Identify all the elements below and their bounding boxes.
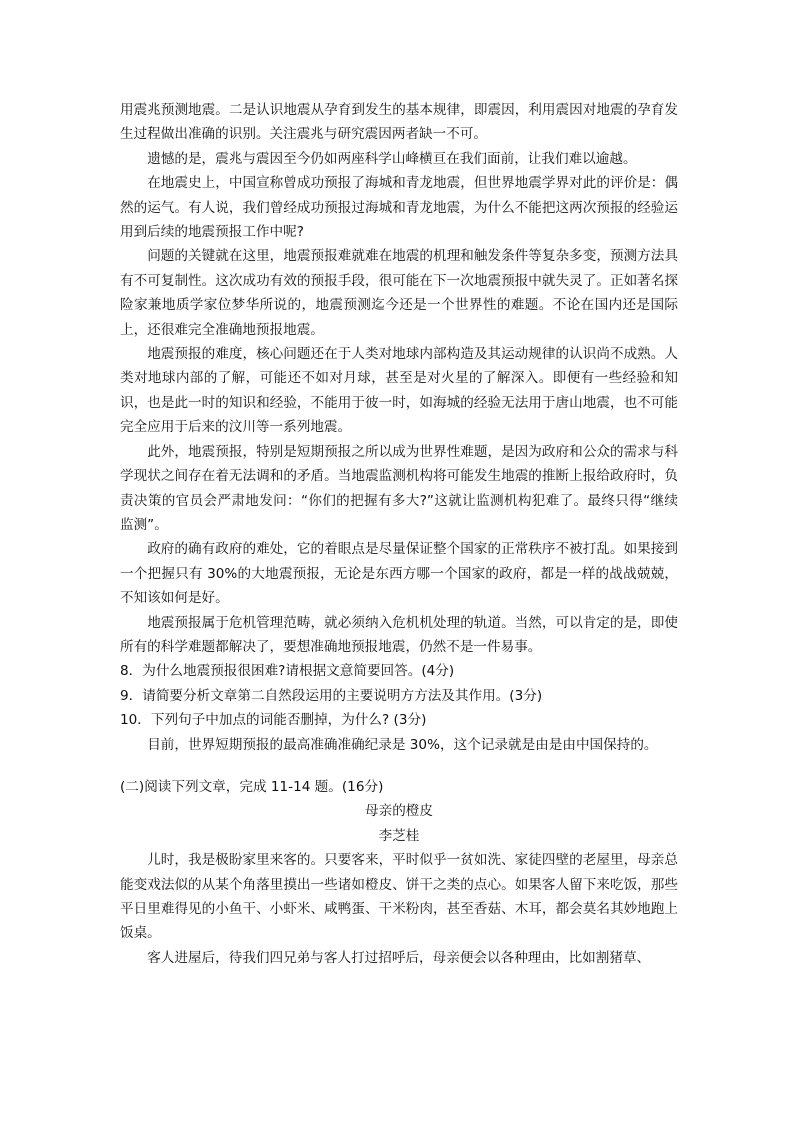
document-page: [120, 98, 678, 970]
section-2-heading: (二)阅读下列文章，完成 11-14 题。(16分): [120, 778, 384, 795]
article-author: 李芝桂: [378, 827, 420, 844]
paragraph-5: 地震预报的难度，核心问题还在于人类对地球内部构造及其运动规律的认识尚不成熟。人类对地球内部的了解，可能还不如对月球，甚至是对火星的了解深入。即便有一些经验和知识，也是此一时的知识和经验，不能用于彼一时，如海城的经验无法用于唐山地震，也不可能完全应用于后来的汶川等一系列地震。: [120, 346, 678, 436]
paragraph-6: 此外，地震预报，特别是短期预报之所以成为世界性难题，是因为政府和公众的需求与科学现状之间存在着无法调和的矛盾。当地震监测机构将可能发生地震的推断上报给政府时，负责决策的官员会严肃地发问：“你们的把握有多大?”这就让监测机构犯难了。最终只得“继续监测”。: [120, 443, 678, 533]
paragraph-3: 在地震史上，中国宣称曾成功预报了海城和青龙地震，但世界地震学界对此的评价是：偶然的运气。有人说，我们曾经成功预报过海城和青龙地震，为什么不能把这两次预报的经验运用到后续的地震预报工作中呢?: [120, 175, 678, 241]
question-10-sentence: 目前，世界短期预报的最高准确准确纪录是 30%，这个记录就是由是由中国保持的。: [147, 736, 658, 753]
article-paragraph-1: 儿时，我是极盼家里来客的。只要客来，平时似乎一贫如洗、家徒四壁的老屋里，母亲总能变戏法似的从某个角落里摸出一些诸如橙皮、饼干之类的点心。如果客人留下来吃饭，那些平日里难得见的小鱼干、小虾米、咸鸭蛋、干米粉肉，甚至香菇、木耳，都会莫名其妙地跑上饭桌。: [120, 852, 678, 942]
question-9: 9．请简要分析文章第二自然段运用的主要说明方方法及其作用。(3分): [120, 687, 543, 704]
question-8: 8．为什么地震预报很困难?请根据文意简要回答。(4分): [120, 663, 455, 680]
article-title: 母亲的橙皮: [365, 803, 433, 820]
paragraph-7: 政府的确有政府的难处，它的着眼点是尽量保证整个国家的正常秩序不被打乱。如果接到一个把握只有 30%的大地震预报，无论是东西方哪一个国家的政府，都是一样的战战兢兢，不知该如何是好。: [120, 541, 678, 607]
paragraph-2: 遗憾的是，震兆与震因至今仍如两座科学山峰横亘在我们面前，让我们难以逾越。: [147, 150, 637, 167]
paragraph-1: 用震兆预测地震。二是认识地震从孕育到发生的基本规律，即震因，利用震因对地震的孕育发生过程做出准确的识别。关注震兆与研究震因两者缺一不可。: [120, 102, 678, 143]
question-10: 10．下列句子中加点的词能否删掉，为什么? (3分): [120, 712, 427, 729]
paragraph-4: 问题的关键就在这里，地震预报难就难在地震的机理和触发条件等复杂多变，预测方法具有不可复制性。这次成功有效的预报手段，很可能在下一次地震预报中就失灵了。正如著名探险家兼地质学家位梦华所说的，地震预测迄今还是一个世界性的难题。不论在国内还是国际上，还很难完全准确地预报地震。: [120, 248, 678, 338]
paragraph-8: 地震预报属于危机管理范畴，就必须纳入危机机处理的轨道。当然，可以肯定的是，即使所有的科学难题都解决了，要想准确地预报地震，仍然不是一件易事。: [120, 614, 678, 655]
article-paragraph-2: 客人进屋后，待我们四兄弟与客人打过招呼后，母亲便会以各种理由，比如割猪草、: [147, 949, 651, 966]
